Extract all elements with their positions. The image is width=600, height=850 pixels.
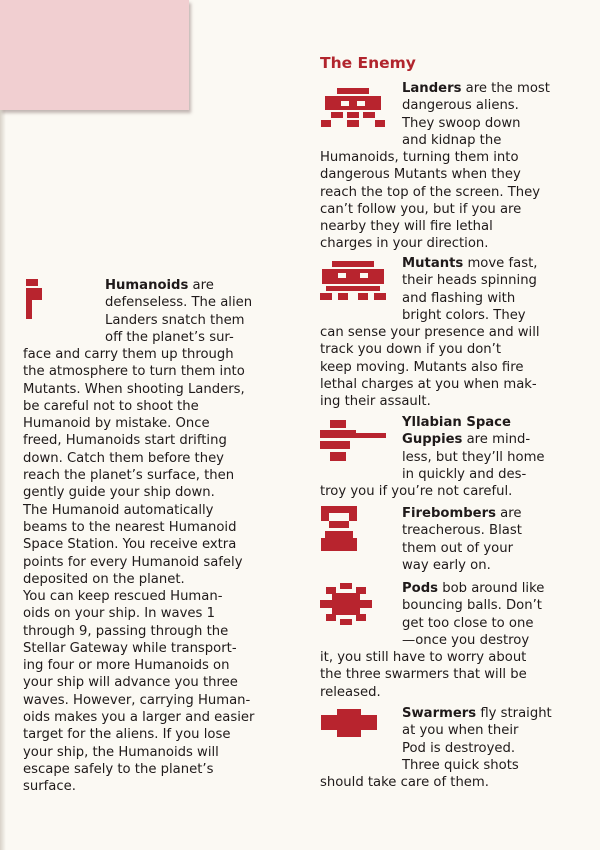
firebombers-intro: Firebombers are treacherous. Blast them out of your way early on. bbox=[402, 506, 522, 573]
landers-intro: Landers are the most dangerous aliens. They swoop down and kidnap the bbox=[402, 81, 550, 148]
guppies-intro: Yllabian Space Guppies are mind- less, but they’ll home in quickly and des- bbox=[402, 415, 545, 482]
mutants-name: Mutants bbox=[402, 256, 464, 271]
humanoids-name: Humanoids bbox=[105, 278, 189, 293]
mutants-body: can sense your presence and will track you down if you don’t keep moving. Mutants also fire lethal charges at you when mak- ing their assault. bbox=[320, 325, 540, 410]
landers-body: Humanoids, turning them into dangerous Mutants when they reach the top of the screen. They can’t follow you, but if you are nearby they will fire lethal charges in your direction. bbox=[320, 150, 541, 252]
humanoids-body: face and carry them up through the atmosphere to turn them into Mutants. When shooting Landers, be careful not to shoot the Humanoid by mistake. Once freed, Humanoids start drifting down. Catch them before they reach the planet’s surface, then gently guide your ship down. The Humanoid automatically beams to the nearest Humanoid Space Station. You receive extra points for every Humanoid safely deposited on the planet. bbox=[23, 347, 245, 587]
pods-name: Pods bbox=[402, 581, 439, 596]
landers-name: Landers bbox=[402, 81, 462, 96]
mutant-icon bbox=[320, 261, 386, 301]
space-guppy-icon bbox=[320, 420, 386, 462]
pod-icon bbox=[320, 583, 372, 625]
swarmers-name: Swarmers bbox=[402, 706, 477, 721]
humanoids-intro: Humanoids are defenseless. The alien Landers snatch them off the planet’s sur- bbox=[105, 278, 253, 345]
swarmers-intro: Swarmers fly straight at you when their Pod is destroyed. Three quick shots bbox=[402, 706, 552, 773]
firebombers-name: Firebombers bbox=[402, 506, 496, 521]
pods-body: it, you still have to worry about the three swarmers that will be released. bbox=[320, 650, 527, 700]
mutants-intro: Mutants move fast, their heads spinning and flashing with bright colors. They bbox=[402, 256, 538, 323]
pink-color-block bbox=[0, 0, 189, 110]
swarmer-icon bbox=[321, 709, 377, 737]
humanoids-paragraph-2: You can keep rescued Human- oids on your ship. In waves 1 through 9, passing through the Stellar Gateway while transport- ing four or more Humanoids on your ship will advance you three waves. However, carrying Human- oids makes you a larger and easier target for the aliens. If you lose your ship, the Humanoids will escape safely to the planet’s surface. bbox=[23, 589, 255, 795]
guppies-name: Yllabian Space Guppies bbox=[402, 415, 511, 448]
firebomber-icon bbox=[321, 506, 357, 552]
guppies-body: troy you if you’re not careful. bbox=[320, 484, 513, 499]
page-edge bbox=[0, 0, 6, 850]
pods-intro: Pods bob around like bouncing balls. Don’t get too close to one —once you destroy bbox=[402, 581, 545, 648]
swarmers-body: should take care of them. bbox=[320, 775, 489, 790]
lander-icon bbox=[321, 88, 385, 128]
section-title: The Enemy bbox=[320, 54, 416, 72]
humanoid-icon bbox=[26, 279, 42, 319]
